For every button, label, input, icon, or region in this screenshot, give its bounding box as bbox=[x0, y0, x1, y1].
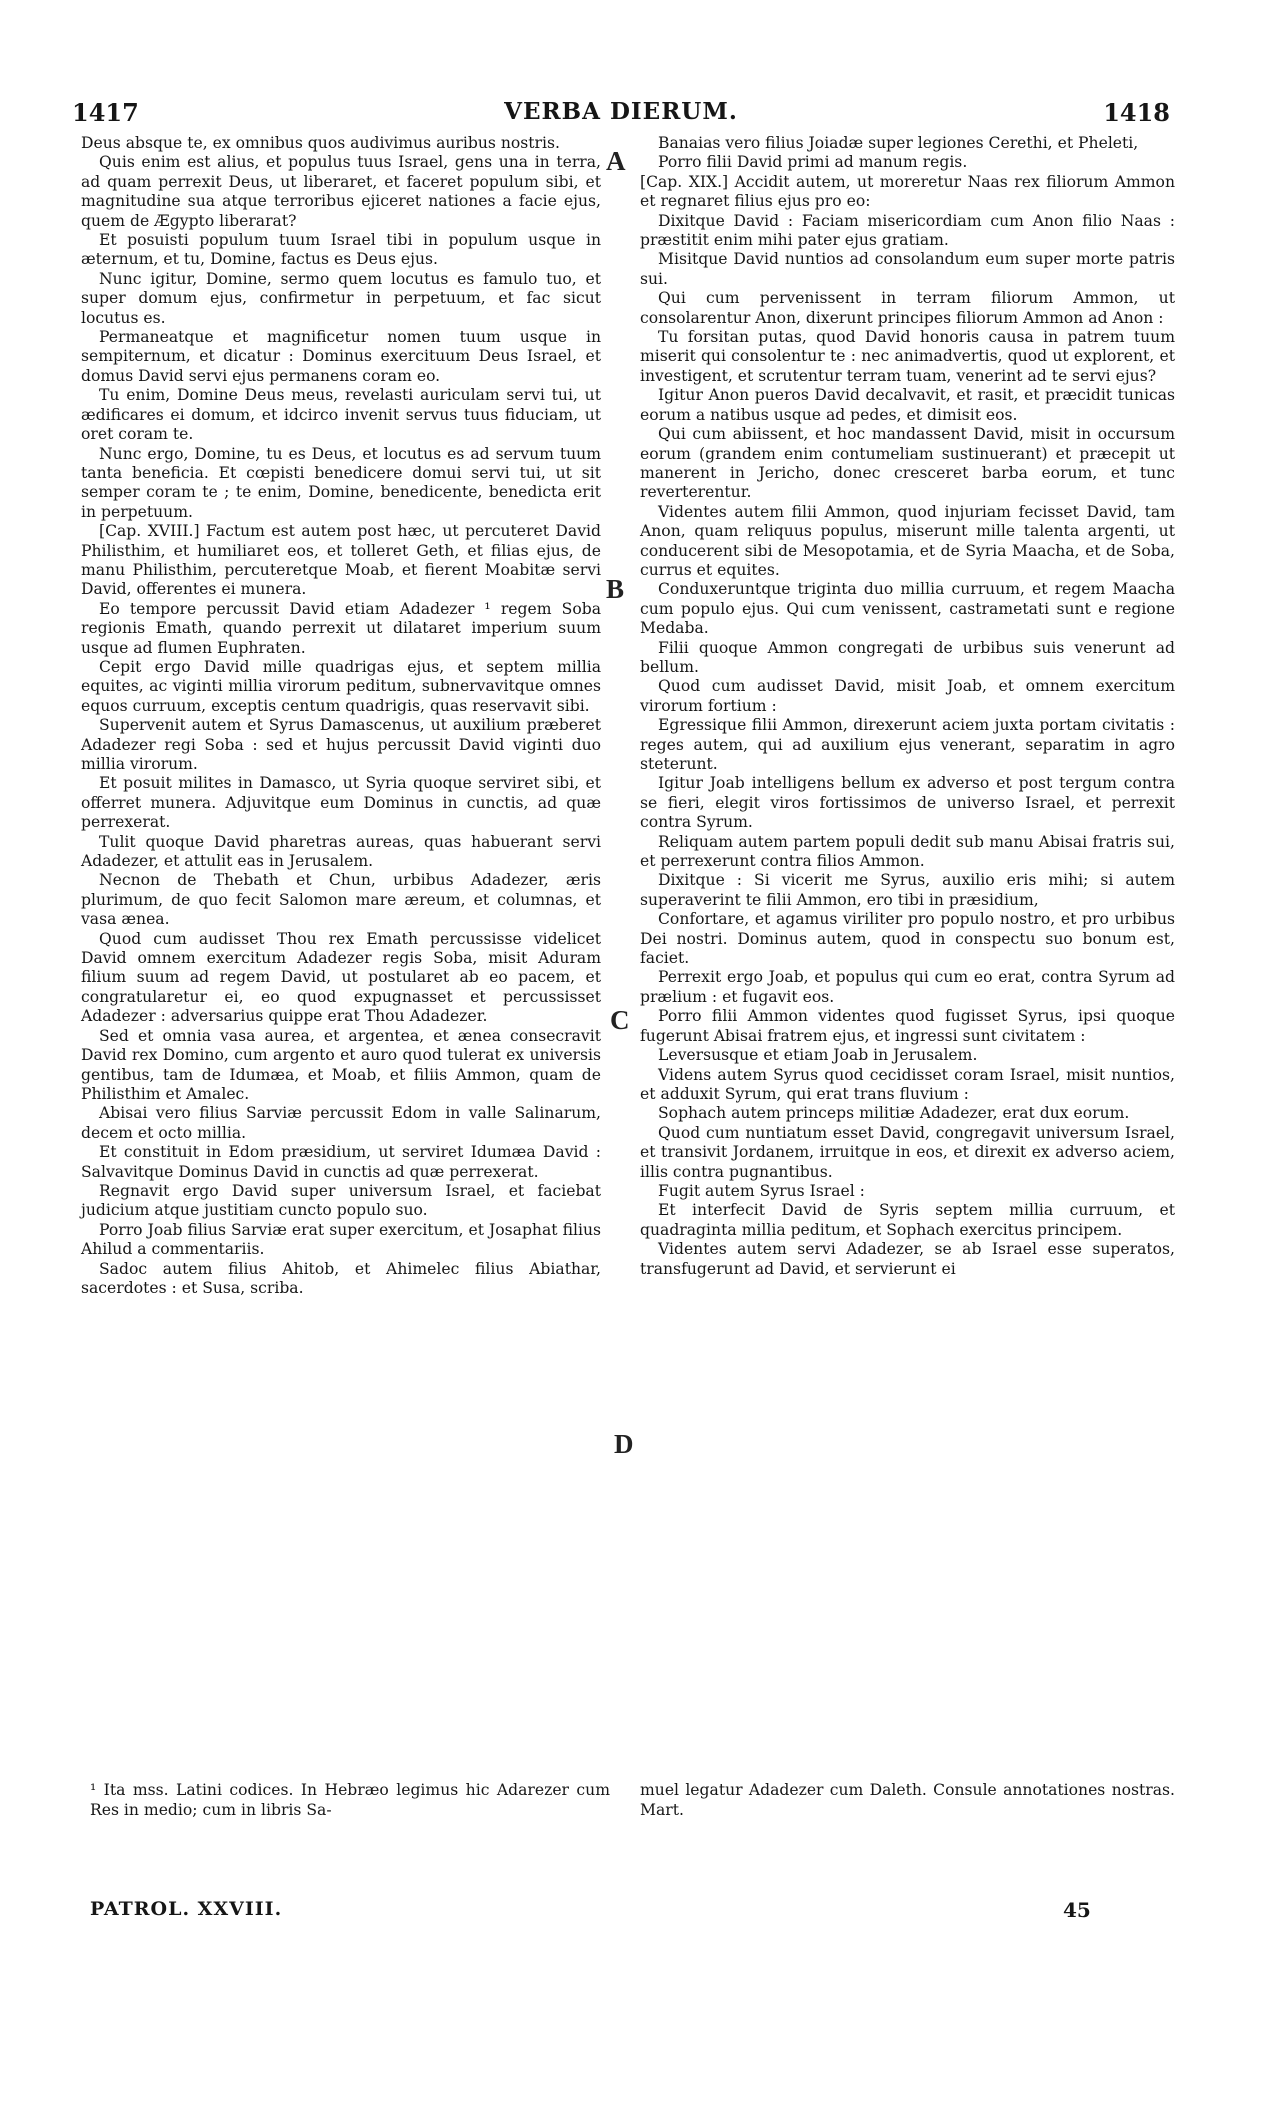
paragraph: Sophach autem princeps militiæ Adadezer, erat dux eorum. bbox=[658, 1104, 1130, 1123]
paragraph: [Cap. XIX.] Accidit autem, ut moreretur Naas rex filiorum Ammon et regnaret filius ejus pro eo: bbox=[640, 172, 1175, 211]
paragraph: Et posuisti populum tuum Israel tibi in populum usque in æternum, et tu, Domine, factus es Deus ejus. bbox=[81, 231, 601, 269]
paragraph: Qui cum pervenissent in terram filiorum Ammon, ut consolarentur Anon, dixerunt principes filiorum Ammon ad Anon : bbox=[640, 289, 1175, 327]
paragraph: Porro filii Ammon videntes quod fugisset Syrus, ipsi quoque fugerunt Abisai fratrem ejus, et ingressi sunt civitatem : bbox=[640, 1007, 1175, 1045]
paragraph: Et interfecit David de Syris septem millia curruum, et quadraginta millia peditum, et Sophach exercitus principem. bbox=[640, 1201, 1175, 1239]
margin-letter-d: D bbox=[614, 1429, 634, 1459]
paragraph: Regnavit ergo David super universum Israel, et faciebat judicium atque justitiam cuncto populo suo. bbox=[81, 1181, 601, 1220]
margin-letter-c: C bbox=[610, 1005, 630, 1035]
paragraph: Banaias vero filius Joiadæ super legiones Cerethi, et Pheleti, bbox=[658, 134, 1139, 152]
paragraph: Videntes autem servi Adadezer, se ab Israel esse superatos, transfugerunt ad David, et servierunt ei bbox=[640, 1240, 1175, 1278]
paragraph: Et constituit in Edom præsidium, ut serviret Idumæa David : Salvavitque Dominus David in cunctis ad quæ perrexerat. bbox=[81, 1143, 601, 1181]
paragraph: Egressique filii Ammon, direxerunt aciem juxta portam civitatis : reges autem, qui ad auxilium ejus venerant, separatim in agro steterunt. bbox=[640, 716, 1175, 773]
paragraph: Fugit autem Syrus Israel : bbox=[658, 1181, 865, 1200]
paragraph: Eo tempore percussit David etiam Adadezer ¹ regem Soba regionis Emath, quando perrexit ut dilataret imperium suum usque ad flumen Euphraten. bbox=[81, 599, 601, 657]
footnote-left: ¹ Ita mss. Latini codices. In Hebræo legimus hic Adarezer cum Res in medio; cum in libris Sa- bbox=[90, 1781, 610, 1819]
paragraph: Sadoc autem filius Ahitob, et Ahimelec filius Abiathar, sacerdotes : et Susa, scriba. bbox=[81, 1259, 601, 1297]
paragraph: Quod cum nuntiatum esset David, congregavit universum Israel, et transivit Jordanem, irruitque in eos, et direxit ex adverso aciem, illis contra pugnantibus. bbox=[640, 1123, 1175, 1181]
paragraph: Et posuit milites in Damasco, ut Syria quoque serviret sibi, et offerret munera. Adjuvitque eum Dominus in cunctis, ad quæ perrexerat. bbox=[81, 774, 601, 832]
paragraph: Nunc ergo, Domine, tu es Deus, et locutus es ad servum tuum tanta beneficia. Et cœpisti benedicere domui servi tui, ut sit semper coram te ; te enim, Domine, benedicente, benedicta erit in perpetuum. bbox=[81, 444, 601, 521]
paragraph: Videntes autem filii Ammon, quod injuriam fecisset David, tam Anon, quam reliquus populus, miserunt mille talenta argenti, ut conducerent sibi de Mesopotamia, et de Syria Maacha, et de Soba, currus et equites. bbox=[640, 502, 1175, 579]
paragraph: Sed et omnia vasa aurea, et argentea, et ænea consecravit David rex Domino, cum argento et auro quod tulerat ex universis gentibus, tam de Idumæa, et Moab, et filiis Ammon, quam de Philisthim et Amalec. bbox=[81, 1026, 601, 1103]
paragraph: [Cap. XVIII.] Factum est autem post hæc, ut percuteret David Philisthim, et humiliaret eos, et tolleret Geth, et filias ejus, de manu Philisthim, percuteretque Moab, et fierent Moabitæ servi David, offerentes ei munera. bbox=[81, 522, 601, 599]
paragraph: Quod cum audisset Thou rex Emath percussisse videlicet David omnem exercitum Adadezer regis Soba, misit Aduram filium suum ad regem David, ut postularet ab eo pacem, et congratularetur ei, eo quod expugnasset et percussisset Adadezer : adversarius quippe erat Thou Adadezer. bbox=[81, 929, 601, 1026]
paragraph: Tu forsitan putas, quod David honoris causa in patrem tuum miserit qui consolentur te : nec animadvertis, quod ut explorent, et investigent, et scrutentur terram tuam, venerint ad te servi ejus? bbox=[640, 328, 1175, 385]
paragraph: Cepit ergo David mille quadrigas ejus, et septem millia equites, ac viginti millia virorum peditum, subnervavitque omnes equos curruum, exceptis centum quadrigis, quas reservavit sibi. bbox=[81, 657, 601, 715]
paragraph: Permaneatque et magnificetur nomen tuum usque in sempiternum, et dicatur : Dominus exercituum Deus Israel, et domus David servi ejus permanens coram eo. bbox=[81, 328, 601, 385]
paragraph: Porro Joab filius Sarviæ erat super exercitum, et Josaphat filius Ahilud a commentariis. bbox=[81, 1220, 601, 1259]
paragraph: Tu enim, Domine Deus meus, revelasti auriculam servi tui, ut ædificares ei domum, et idcirco invenit servus tuus fiduciam, ut oret coram te. bbox=[81, 386, 601, 444]
running-header bbox=[72, 98, 1170, 132]
margin-letter-a: A bbox=[606, 146, 626, 176]
paragraph: Misitque David nuntios ad consolandum eum super morte patris sui. bbox=[640, 250, 1175, 288]
signature-mark: 45 bbox=[1063, 1898, 1091, 1922]
running-title: VERBA DIERUM. bbox=[504, 98, 738, 125]
paragraph: Dixitque David : Faciam misericordiam cum Anon filio Naas : præstitit enim mihi pater ejus gratiam. bbox=[640, 211, 1175, 250]
paragraph: Dixitque : Si vicerit me Syrus, auxilio eris mihi; si autem superaverint te filii Ammon, ero tibi in præsidium, bbox=[640, 871, 1175, 909]
paragraph: Perrexit ergo Joab, et populus qui cum eo erat, contra Syrum ad prælium : et fugavit eos. bbox=[640, 968, 1175, 1006]
right-column bbox=[640, 134, 1175, 1279]
paragraph: Leversusque et etiam Joab in Jerusalem. bbox=[658, 1046, 978, 1065]
paragraph: Filii quoque Ammon congregati de urbibus suis venerunt ad bellum. bbox=[640, 638, 1175, 676]
paragraph: Confortare, et agamus viriliter pro populo nostro, et pro urbibus Dei nostri. Dominus autem, quod in conspectu suo bonum est, faciet. bbox=[640, 910, 1175, 968]
margin-letter-b: B bbox=[606, 574, 625, 604]
left-column bbox=[81, 134, 601, 1298]
paragraph: Quis enim est alius, et populus tuus Israel, gens una in terra, ad quam perrexit Deus, ut liberaret, et faceret populum sibi, et magnitudine sua atque terroribus ejiceret nationes a facie ejus, quem de Ægypto liberarat? bbox=[81, 153, 601, 230]
footnote-right: muel legatur Adadezer cum Daleth. Consule annotationes nostras. Mart. bbox=[640, 1781, 1175, 1819]
paragraph: Porro filii David primi ad manum regis. bbox=[658, 153, 968, 172]
paragraph: Igitur Joab intelligens bellum ex adverso et post tergum contra se fieri, elegit viros fortissimos de universo Israel, et perrexit contra Syrum. bbox=[640, 774, 1175, 832]
paragraph: Quod cum audisset David, misit Joab, et omnem exercitum virorum fortium : bbox=[640, 677, 1175, 715]
paragraph: Conduxeruntque triginta duo millia curruum, et regem Maacha cum populo ejus. Qui cum venissent, castrametati sunt e regione Medaba. bbox=[640, 580, 1175, 638]
page-footer bbox=[90, 1898, 1090, 1928]
paragraph: Supervenit autem et Syrus Damascenus, ut auxilium præberet Adadezer regi Soba : sed et hujus percussit David viginti duo millia virorum. bbox=[81, 716, 601, 773]
volume-label: PATROL. XXVIII. bbox=[90, 1898, 283, 1920]
paragraph: Necnon de Thebath et Chun, urbibus Adadezer, æris plurimum, de quo fecit Salomon mare æreum, et columnas, et vasa ænea. bbox=[81, 871, 601, 929]
paragraph: Tulit quoque David pharetras aureas, quas habuerant servi Adadezer, et attulit eas in Jerusalem. bbox=[81, 832, 601, 871]
paragraph: Abisai vero filius Sarviæ percussit Edom in valle Salinarum, decem et octo millia. bbox=[81, 1104, 601, 1142]
paragraph: Nunc igitur, Domine, sermo quem locutus es famulo tuo, et super domum ejus, confirmetur in perpetuum, et fac sicut locutus es. bbox=[81, 269, 601, 327]
page-number-right: 1418 bbox=[1103, 98, 1170, 127]
paragraph: Reliquam autem partem populi dedit sub manu Abisai fratris sui, et perrexerunt contra filios Ammon. bbox=[640, 832, 1175, 871]
paragraph: Qui cum abiissent, et hoc mandassent David, misit in occursum eorum (grandem enim contumeliam sustinuerant) et præcepit ut manerent in Jericho, donec cresceret barba eorum, et tunc reverterentur. bbox=[640, 425, 1175, 502]
page-number-left: 1417 bbox=[72, 98, 139, 127]
paragraph: Videns autem Syrus quod cecidisset coram Israel, misit nuntios, et adduxit Syrum, qui erat trans fluvium : bbox=[640, 1065, 1175, 1103]
paragraph: Igitur Anon pueros David decalvavit, et rasit, et præcidit tunicas eorum a natibus usque ad pedes, et dimisit eos. bbox=[640, 386, 1175, 424]
paragraph: Deus absque te, ex omnibus quos audivimus auribus nostris. bbox=[81, 134, 560, 152]
